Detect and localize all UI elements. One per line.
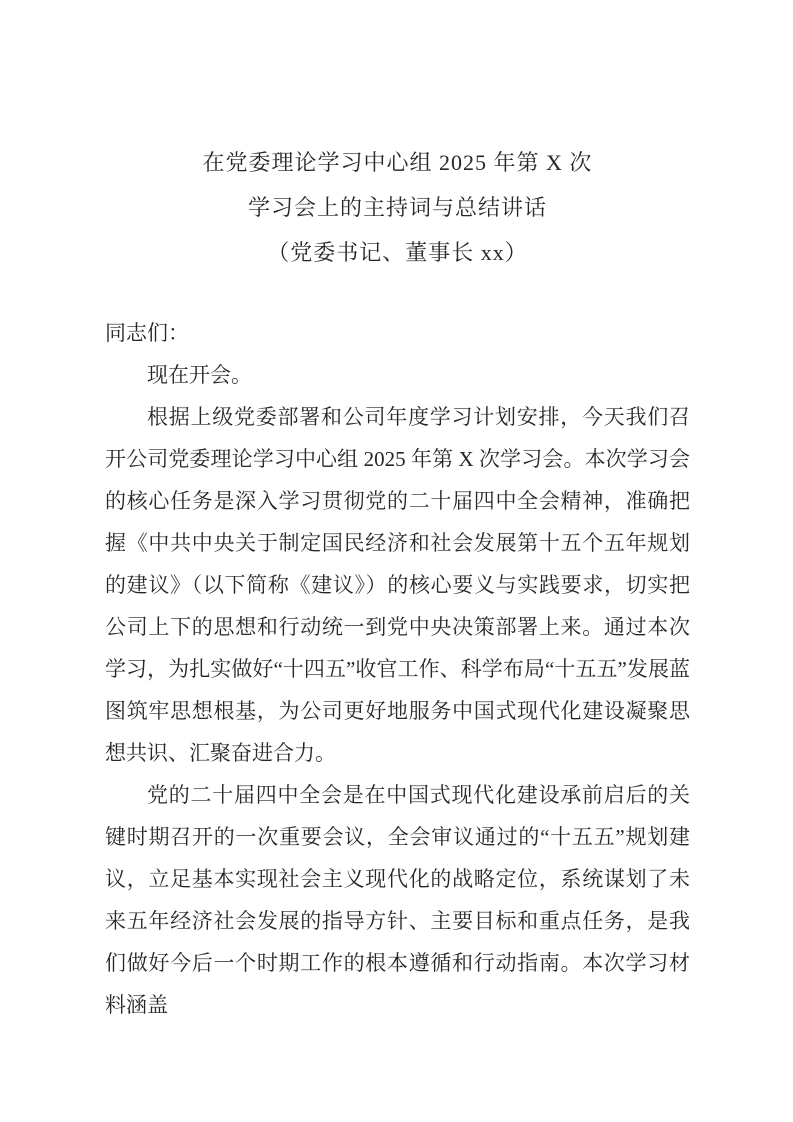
document-body (105, 312, 690, 1026)
title-subtitle-author: （党委书记、董事长 xx） (267, 240, 528, 265)
paragraph-meeting-purpose: 根据上级党委部署和公司年度学习计划安排，今天我们召开公司党委理论学习中心组 2025 年第 X 次学习会。本次学习会的核心任务是深入学习贯彻党的二十届四中全会精神，准确把握《中共中央关于制定国民经济和社会发展第十五个五年规划的建议》（以下简称《建议》）的核心要义与实践要求，切实把公司上下的思想和行动统一到党中央决策部署上来。通过本次学习，为扎实做好“十四五”收官工作、科学布局“十五五”发展蓝图筑牢思想根基，为公司更好地服务中国式现代化建设凝聚思想共识、汇聚奋进合力。 (105, 405, 690, 765)
title-line-1: 在党委理论学习中心组 2025 年第 X 次 (202, 150, 593, 175)
salutation: 同志们： (105, 321, 189, 345)
title-line-2: 学习会上的主持词与总结讲话 (247, 195, 547, 220)
paragraph-opening: 现在开会。 (147, 363, 252, 387)
document-title (105, 140, 690, 275)
paragraph-plenary-significance: 党的二十届四中全会是在中国式现代化建设承前启后的关键时期召开的一次重要会议，全会审议通过的“十五五”规划建议，立足基本实现社会主义现代化的战略定位，系统谋划了未来五年经济社会发展的指导方针、主要目标和重点任务，是我们做好今后一个时期工作的根本遵循和行动指南。本次学习材料涵盖 (105, 783, 690, 1017)
